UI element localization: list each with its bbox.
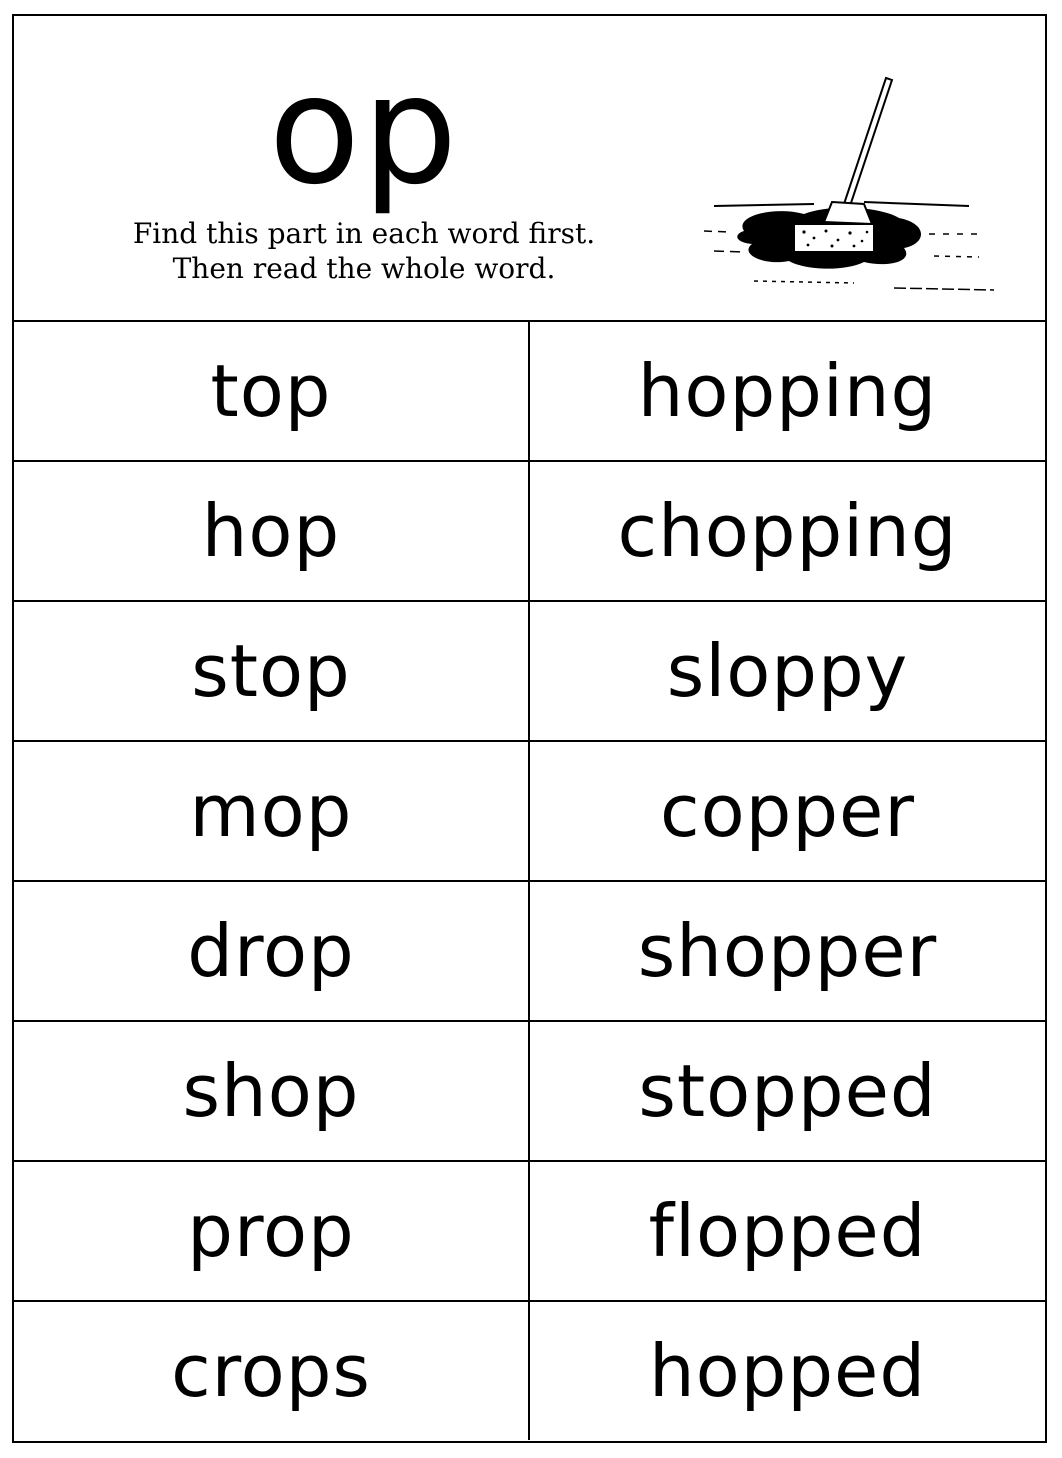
- word-cell: shopper: [637, 909, 938, 993]
- word-cell: prop: [14, 1162, 530, 1300]
- word-cell: stop: [14, 602, 530, 740]
- word-row: [14, 882, 1045, 1022]
- word-row: [14, 1022, 1045, 1162]
- header: [14, 16, 1045, 322]
- word-cell: mop: [14, 742, 530, 880]
- word-row: [14, 462, 1045, 602]
- worksheet: [12, 14, 1047, 1443]
- word-cell: copper: [660, 769, 915, 853]
- instructions: [114, 216, 614, 286]
- word-cell: shop: [14, 1022, 530, 1160]
- word-cell: crops: [14, 1302, 530, 1440]
- word-row: [14, 1162, 1045, 1302]
- word-cell: stopped: [638, 1049, 937, 1133]
- word-cell: drop: [14, 882, 530, 1020]
- instruction-line-1: Find this part in each word first.: [132, 217, 596, 250]
- word-row: [14, 1302, 1045, 1442]
- instruction-line-2: Then read the whole word.: [172, 252, 556, 285]
- word-cell: hopping: [637, 349, 938, 433]
- mop-in-puddle-icon: [704, 56, 1004, 296]
- word-cell: hopped: [648, 1329, 927, 1413]
- word-row: [14, 322, 1045, 462]
- word-cell: flopped: [648, 1189, 927, 1273]
- word-row: [14, 602, 1045, 742]
- word-cell: chopping: [617, 489, 958, 573]
- word-pattern: op: [268, 44, 460, 218]
- word-cell: hop: [14, 462, 530, 600]
- word-grid: [14, 322, 1045, 1441]
- word-cell: top: [14, 322, 530, 460]
- word-cell: sloppy: [666, 629, 909, 713]
- word-row: [14, 742, 1045, 882]
